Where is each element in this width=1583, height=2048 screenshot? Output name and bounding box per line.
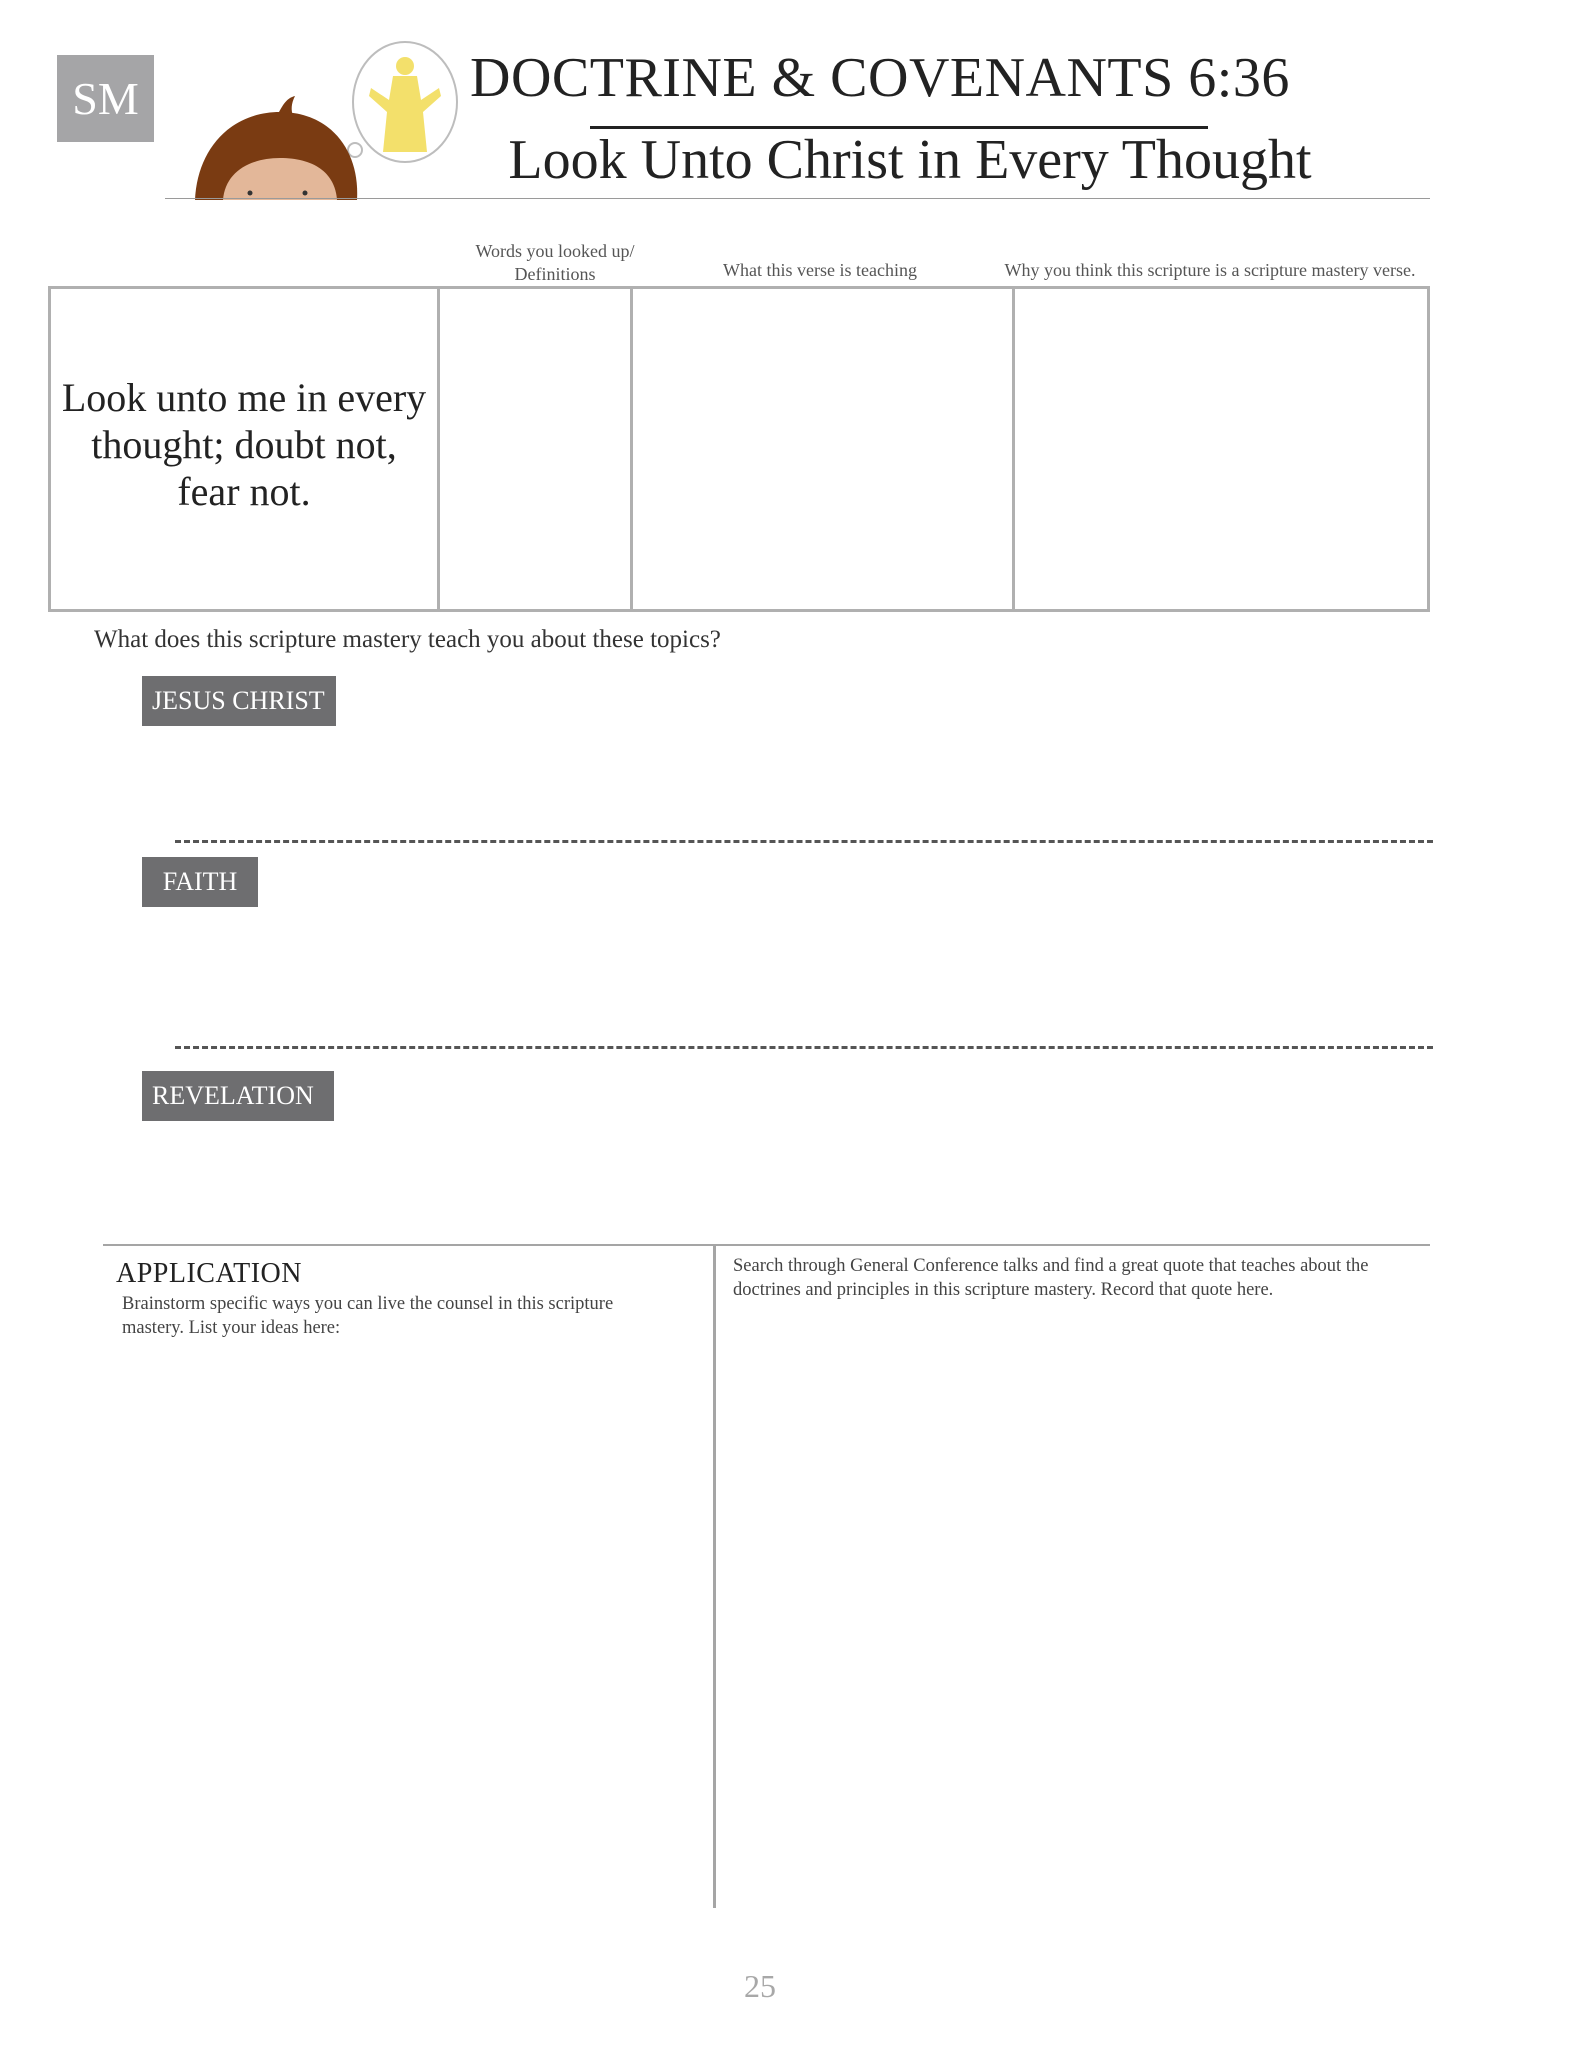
application-title: APPLICATION [116, 1258, 302, 1289]
page-title: DOCTRINE & COVENANTS 6:36 [470, 47, 1290, 109]
page-number: 25 [744, 1968, 776, 2004]
dashed-divider [175, 840, 1433, 843]
column-header-definitions: Words you looked up/ Definitions [475, 241, 635, 284]
why-mastery-cell[interactable] [1015, 289, 1427, 609]
column-header-why-mastery: Why you think this scripture is a scripture mastery verse. [1004, 260, 1416, 280]
quote-instructions: Search through General Conference talks and find a great quote that teaches about the doctrines and principles in this scripture mastery. Record that quote here. [733, 1256, 1369, 1300]
sm-badge: SM [57, 55, 154, 142]
verse-text: Look unto me in every thought; doubt not, fear not. [61, 374, 427, 514]
topics-question: What does this scripture mastery teach you about these topics? [94, 626, 721, 653]
column-header-teaching: What this verse is teaching [723, 260, 917, 280]
topic-tag-faith: FAITH [142, 857, 258, 907]
teaching-cell[interactable] [633, 289, 1015, 609]
topic-tag-jesus-christ: JESUS CHRIST [142, 676, 336, 726]
header-divider [165, 198, 1430, 199]
child-head-icon [195, 96, 357, 200]
child-thinking-illustration [195, 40, 465, 200]
page-subtitle: Look Unto Christ in Every Thought [508, 129, 1312, 191]
definitions-cell[interactable] [440, 289, 633, 609]
topic-tag-revelation: REVELATION [142, 1071, 334, 1121]
application-instructions: Brainstorm specific ways you can live the counsel in this scripture mastery. List your ideas here: [122, 1294, 614, 1338]
column-divider [713, 1244, 716, 1908]
scripture-table [48, 286, 1430, 612]
verse-cell [51, 289, 440, 609]
dashed-divider [175, 1046, 1433, 1049]
bottom-divider [103, 1244, 1430, 1246]
